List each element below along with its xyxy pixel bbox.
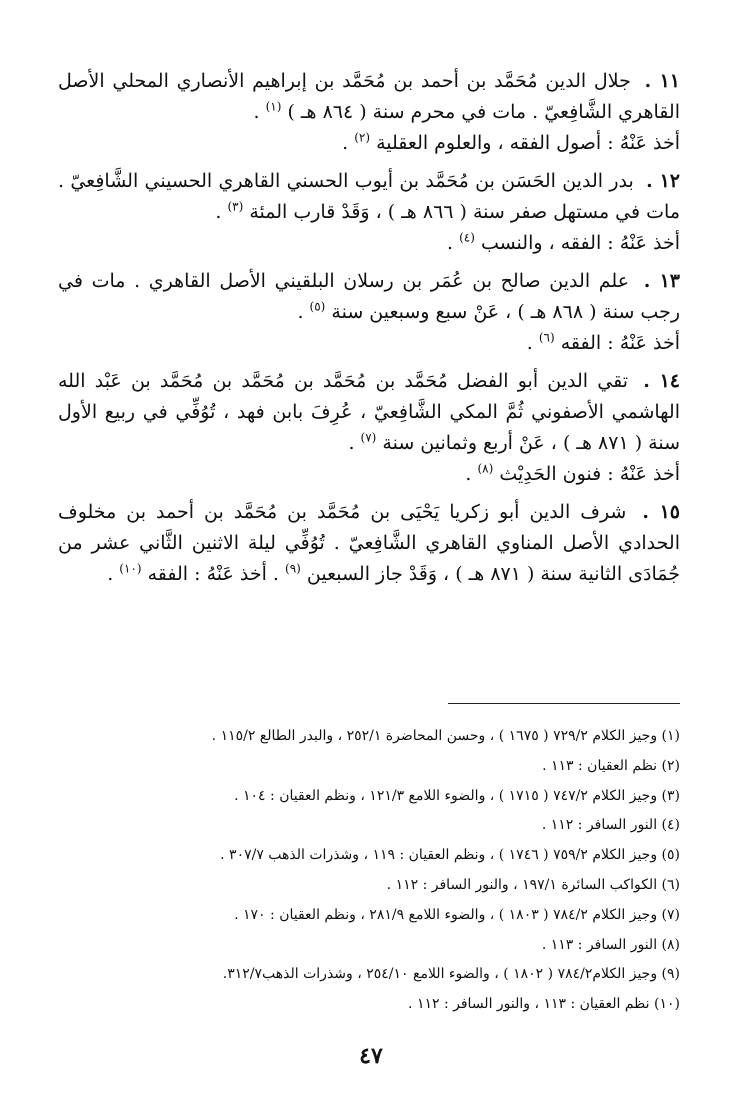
footnote-6: (٦) الكواكب السائرة ١٩٧/١ ، والنور السافر : ١١٢ . [386, 876, 680, 893]
entry-11 [58, 66, 680, 159]
footnote-ref[interactable]: (٢) [354, 130, 371, 145]
entry-body [58, 366, 680, 459]
footnote-9: (٩) وجيز الكلام٧٨٤/٢ ( ١٨٠٢ ) ، والضوء اللامع ٢٥٤/١٠ ، وشذرات الذهب٣١٢/٧. [222, 966, 680, 983]
footnote-ref[interactable]: (٣) [227, 199, 244, 214]
footnote-divider [448, 703, 680, 704]
took-text-end: . [526, 332, 533, 354]
footnote-2: (٢) نظم العقيان : ١١٣ . [542, 757, 680, 774]
entry-text-end: . [297, 301, 304, 323]
footnote-ref[interactable]: (٤) [459, 230, 475, 245]
entry-text: جلال الدين مُحَمَّد بن أحمد بن مُحَمَّد بن إبراهيم الأنصاري المحلي الأصل القاهري الشَّافِعيّ . مات في محرم سنة ( ٨٦٤ هـ ) [58, 70, 680, 123]
footnote-ref[interactable]: (٩) [285, 561, 301, 576]
footnote-ref[interactable]: (١) [265, 99, 282, 114]
took-text-end: . [342, 132, 349, 154]
took-text: أخذ عَنْهُ : الفقه [560, 332, 680, 354]
entry-12 [58, 166, 680, 259]
entry-text-end: . [215, 201, 222, 223]
entry-number: ١٢ . [646, 170, 680, 192]
entry-number: ١٤ . [643, 370, 680, 392]
took-text-end: . [465, 463, 472, 485]
took-text: أخذ عَنْهُ : أصول الفقه ، والعلوم العقلية [376, 132, 680, 154]
entry-text-end: . [348, 432, 355, 454]
footnote-ref[interactable]: (٦) [538, 330, 555, 345]
footnote-3: (٣) وجيز الكلام ٧٤٧/٢ ( ١٧١٥ ) ، والضوء اللامع ١٢١/٣ ، ونظم العقيان : ١٠٤ . [234, 787, 680, 804]
entry-number: ١٥ . [642, 501, 680, 523]
page-number: ٤٧ [359, 1043, 383, 1069]
entry-text-end: . [253, 101, 260, 123]
footnote-8: (٨) النور السافر : ١١٣ . [541, 936, 680, 953]
entry-body [58, 497, 680, 590]
footnote-ref[interactable]: (٧) [360, 430, 377, 445]
entry-body [58, 266, 680, 328]
entry-text-end: . أخذ عَنْهُ : الفقه [147, 563, 279, 585]
entry-13 [58, 266, 680, 359]
entry-took-line [58, 459, 680, 490]
entry-text: بدر الدين الحَسَن بن مُحَمَّد بن أيوب الحسني القاهري الحسيني الشَّافِعيّ . مات في مستهل صفر سنة ( ٨٦٦ هـ ) ، وَقَدْ قارب المئة [58, 170, 680, 223]
biography-entries [58, 66, 680, 597]
entry-text: شرف الدين أبو زكريا يَحْيَى بن مُحَمَّد بن مُحَمَّد بن أحمد بن مخلوف الحدادي الأصل المناوي القاهري الشَّافِعيّ . تُوُفِّي ليلة الاثنين الثَّاني عشر من جُمَادَى الثانية سنة ( ٨٧١ هـ ) ، وَقَدْ جاز السبعين [58, 501, 680, 585]
footnote-5: (٥) وجيز الكلام ٧٥٩/٢ ( ١٧٤٦ ) ، ونظم العقيان : ١١٩ ، وشذرات الذهب ٣٠٧/٧ . [220, 847, 680, 864]
took-text-end: . [446, 232, 454, 254]
footnotes [58, 722, 680, 1020]
entry-took-line [58, 228, 680, 259]
entry-14 [58, 366, 680, 490]
entry-number: ١٣ . [643, 270, 680, 292]
footnote-ref[interactable]: (٨) [477, 461, 494, 476]
took-text: أخذ عَنْهُ : الفقه ، والنسب [480, 232, 680, 254]
footnote-1: (١) وجيز الكلام ٧٢٩/٢ ( ١٦٧٥ ) ، وحسن المحاضرة ٢٥٢/١ ، والبدر الطالع ١١٥/٢ . [211, 728, 680, 744]
entry-body [58, 166, 680, 228]
entry-took-line [58, 128, 680, 159]
entry-text: علم الدين صالح بن عُمَر بن رسلان البلقيني الأصل القاهري . مات في رجب سنة ( ٨٦٨ هـ ) ، عَنْ سبع وسبعين سنة [58, 270, 680, 323]
footnote-10: (١٠) نظم العقيان : ١١٣ ، والنور السافر : ١١٢ . [408, 996, 680, 1013]
footnote-7: (٧) وجيز الكلام ٧٨٤/٢ ( ١٨٠٣ ) ، والضوء اللامع ٢٨١/٩ ، ونظم العقيان : ١٧٠ . [234, 906, 680, 923]
took-text-end: . [107, 563, 114, 585]
took-text: أخذ عَنْهُ : فنون الحَدِيْث [499, 463, 680, 485]
entry-15 [58, 497, 680, 590]
footnote-ref[interactable]: (١٠) [119, 561, 142, 576]
footnote-4: (٤) النور السافر : ١١٢ . [541, 817, 680, 834]
entry-body [58, 66, 680, 128]
entry-number: ١١ . [644, 70, 681, 92]
entry-took-line [58, 328, 680, 359]
footnote-ref[interactable]: (٥) [309, 299, 326, 314]
entry-text: تقي الدين أبو الفضل مُحَمَّد بن مُحَمَّد بن مُحَمَّد بن مُحَمَّد بن عَبْد الله الهاشمي الأصفوني ثُمَّ المكي الشَّافِعيّ ، عُرِفَ بابن فهد ، تُوُفِّي في ربيع الأول سنة ( ٨٧١ هـ ) ، عَنْ أربع وثمانين سنة [58, 370, 680, 454]
